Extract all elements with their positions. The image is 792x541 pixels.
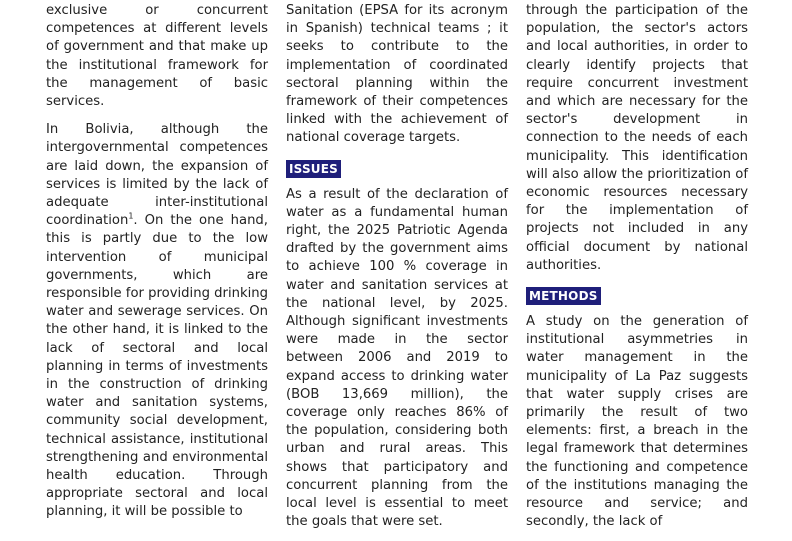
issues-heading-wrap bbox=[286, 158, 508, 186]
issues-heading: ISSUES bbox=[286, 160, 341, 178]
col2-paragraph-1: Sanitation (EPSA for its acronym in Spanish) technical teams ; it seeks to contribute to the implementation of coordinated sectoral planning within the framework of their competences linked with the achievement of national coverage targets. bbox=[286, 3, 508, 146]
methods-heading: METHODS bbox=[526, 287, 601, 305]
methods-heading-wrap bbox=[526, 285, 748, 313]
column-1 bbox=[46, 2, 268, 532]
col1-paragraph-2-text-b: . On the one hand, this is partly due to the low intervention of municipal governments, which are responsible for providing drinking water and sewerage services. On the other hand, it is linked to the lack of sectoral and local planning in terms of investments in the construction of drinking water and sanitation systems, community social development, technical assistance, institutional strengthening and environmental health education. Through appropriate sectoral and local planning, it will be possible to bbox=[46, 213, 268, 520]
footnote-ref-1[interactable]: 1 bbox=[128, 211, 134, 221]
col3-paragraph-2: A study on the generation of institutional asymmetries in water management in the municipality of La Paz suggests that water supply crises are primarily the result of two elements: first, a breach in the legal framework that determines the functioning and competence of the institutions managing the resource and service; and secondly, the lack of bbox=[526, 314, 748, 530]
column-3 bbox=[526, 2, 748, 541]
col1-paragraph-2 bbox=[46, 121, 268, 521]
col1-paragraph-1: exclusive or concurrent competences at different levels of government and that make up the institutional framework for the management of basic services. bbox=[46, 3, 268, 110]
col2-paragraph-2: As a result of the declaration of water as a fundamental human right, the 2025 Patriotic Agenda drafted by the government aims to achieve 100 % coverage in water and sanitation services at the national level, by 2025. Although significant investments were made in the sector between 2006 and 2019 to expand access to drinking water (BOB 13,669 million), the coverage only reaches 86% of the population, considering both urban and rural areas. This shows that participatory and concurrent planning from the local level is essential to meet the goals that were set. bbox=[286, 186, 508, 530]
col1-paragraph-2-text-a: In Bolivia, although the intergovernmental competences are laid down, the expansion of services is limited by the lack of adequate inter-institutional coordination bbox=[46, 122, 268, 229]
column-2 bbox=[286, 2, 508, 541]
col3-paragraph-1: through the participation of the population, the sector's actors and local authorities, in order to clearly identify projects that require concurrent investment and which are necessary for the sector's development in connection to the needs of each municipality. This identification will also allow the prioritization of economic resources necessary for the implementation of projects not included in any official document by national authorities. bbox=[526, 3, 748, 273]
